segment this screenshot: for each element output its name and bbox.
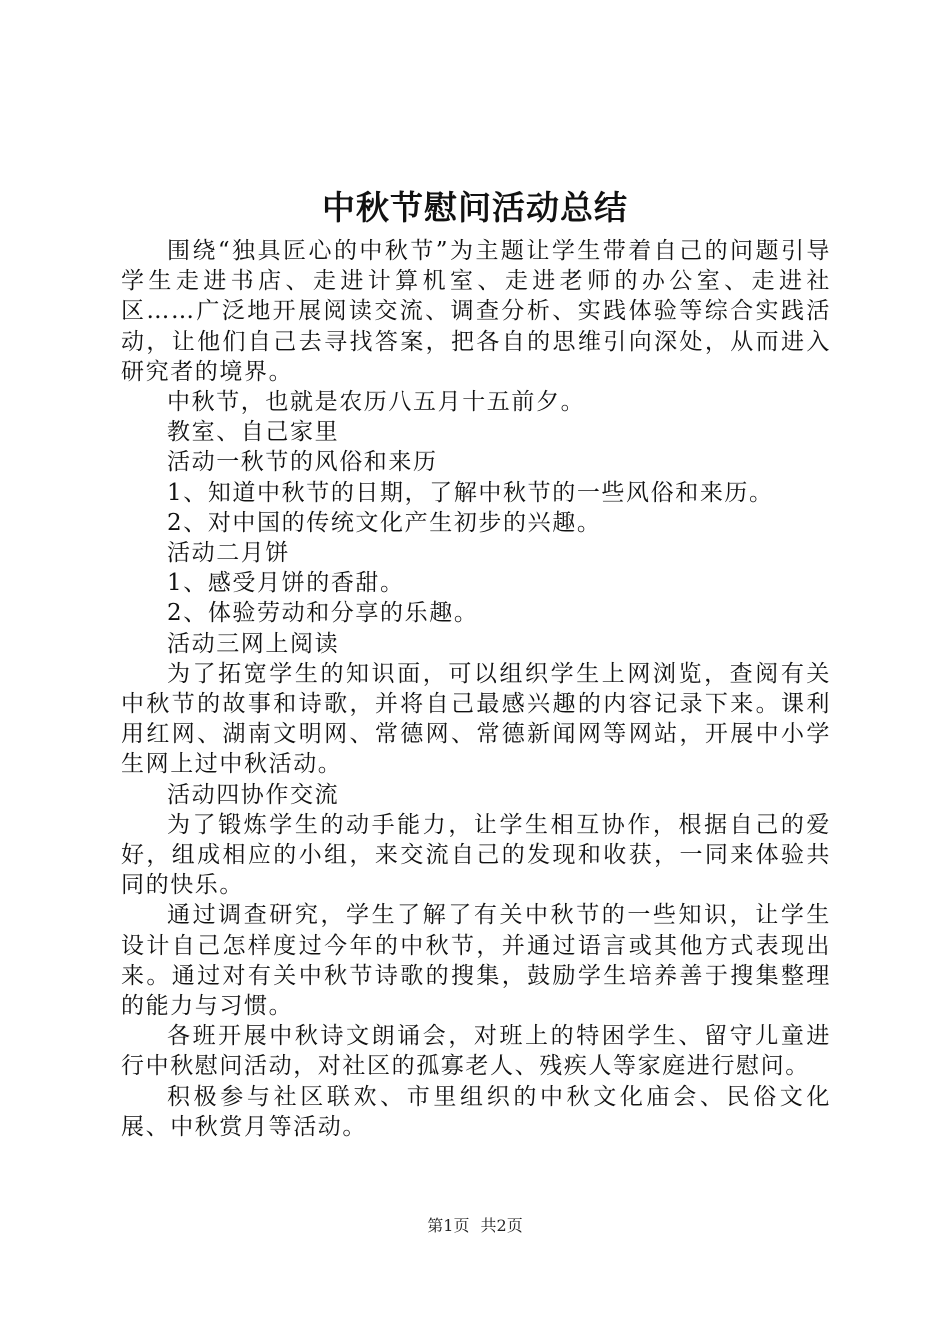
paragraph: 为了锻炼学生的动手能力，让学生相互协作，根据自己的爱好，组成相应的小组，来交流自己的发现和收获，一同来体验共同的快乐。 xyxy=(121,811,831,899)
activity-heading: 活动一秋节的风俗和来历 xyxy=(167,449,438,476)
page-footer xyxy=(0,1214,950,1238)
page-number: 第1页 xyxy=(427,1216,470,1235)
paragraph: 教室、自己家里 xyxy=(167,419,340,446)
activity-heading: 活动三网上阅读 xyxy=(167,630,340,657)
paragraph: 通过调查研究，学生了解了有关中秋节的一些知识，让学生设计自己怎样度过今年的中秋节，并通过语言或其他方式表现出来。通过对有关中秋节诗歌的搜集，鼓励学生培养善于搜集整理的能力与习惯。 xyxy=(121,902,831,1020)
paragraph: 围绕“独具匠心的中秋节”为主题让学生带着自己的问题引导学生走进书店、走进计算机室、走进老师的办公室、走进社区……广泛地开展阅读交流、调查分析、实践体验等综合实践活动，让他们自己去寻找答案，把各自的思维引向深处，从而进入研究者的境界。 xyxy=(121,238,831,385)
list-item: 2、体验劳动和分享的乐趣。 xyxy=(167,600,479,627)
paragraph: 各班开展中秋诗文朗诵会，对班上的特困学生、留守儿童进行中秋慰问活动，对社区的孤寡老人、残疾人等家庭进行慰问。 xyxy=(121,1023,831,1080)
activity-heading: 活动四协作交流 xyxy=(167,781,340,808)
paragraph: 积极参与社区联欢、市里组织的中秋文化庙会、民俗文化展、中秋赏月等活动。 xyxy=(121,1083,831,1140)
activity-heading: 活动二月饼 xyxy=(167,540,290,567)
list-item: 1、知道中秋节的日期，了解中秋节的一些风俗和来历。 xyxy=(167,479,774,506)
paragraph: 中秋节，也就是农历八五月十五前夕。 xyxy=(167,389,586,416)
paragraph: 为了拓宽学生的知识面，可以组织学生上网浏览，查阅有关中秋节的故事和诗歌，并将自己最感兴趣的内容记录下来。课利用红网、湖南文明网、常德网、常德新闻网等网站，开展中小学生网上过中秋活动。 xyxy=(121,660,831,778)
list-item: 1、感受月饼的香甜。 xyxy=(167,570,405,597)
document-title: 中秋节慰问活动总结 xyxy=(322,188,628,227)
document-body xyxy=(121,236,831,1142)
list-item: 2、对中国的传统文化产生初步的兴趣。 xyxy=(167,509,602,536)
page-total: 共2页 xyxy=(480,1216,523,1235)
